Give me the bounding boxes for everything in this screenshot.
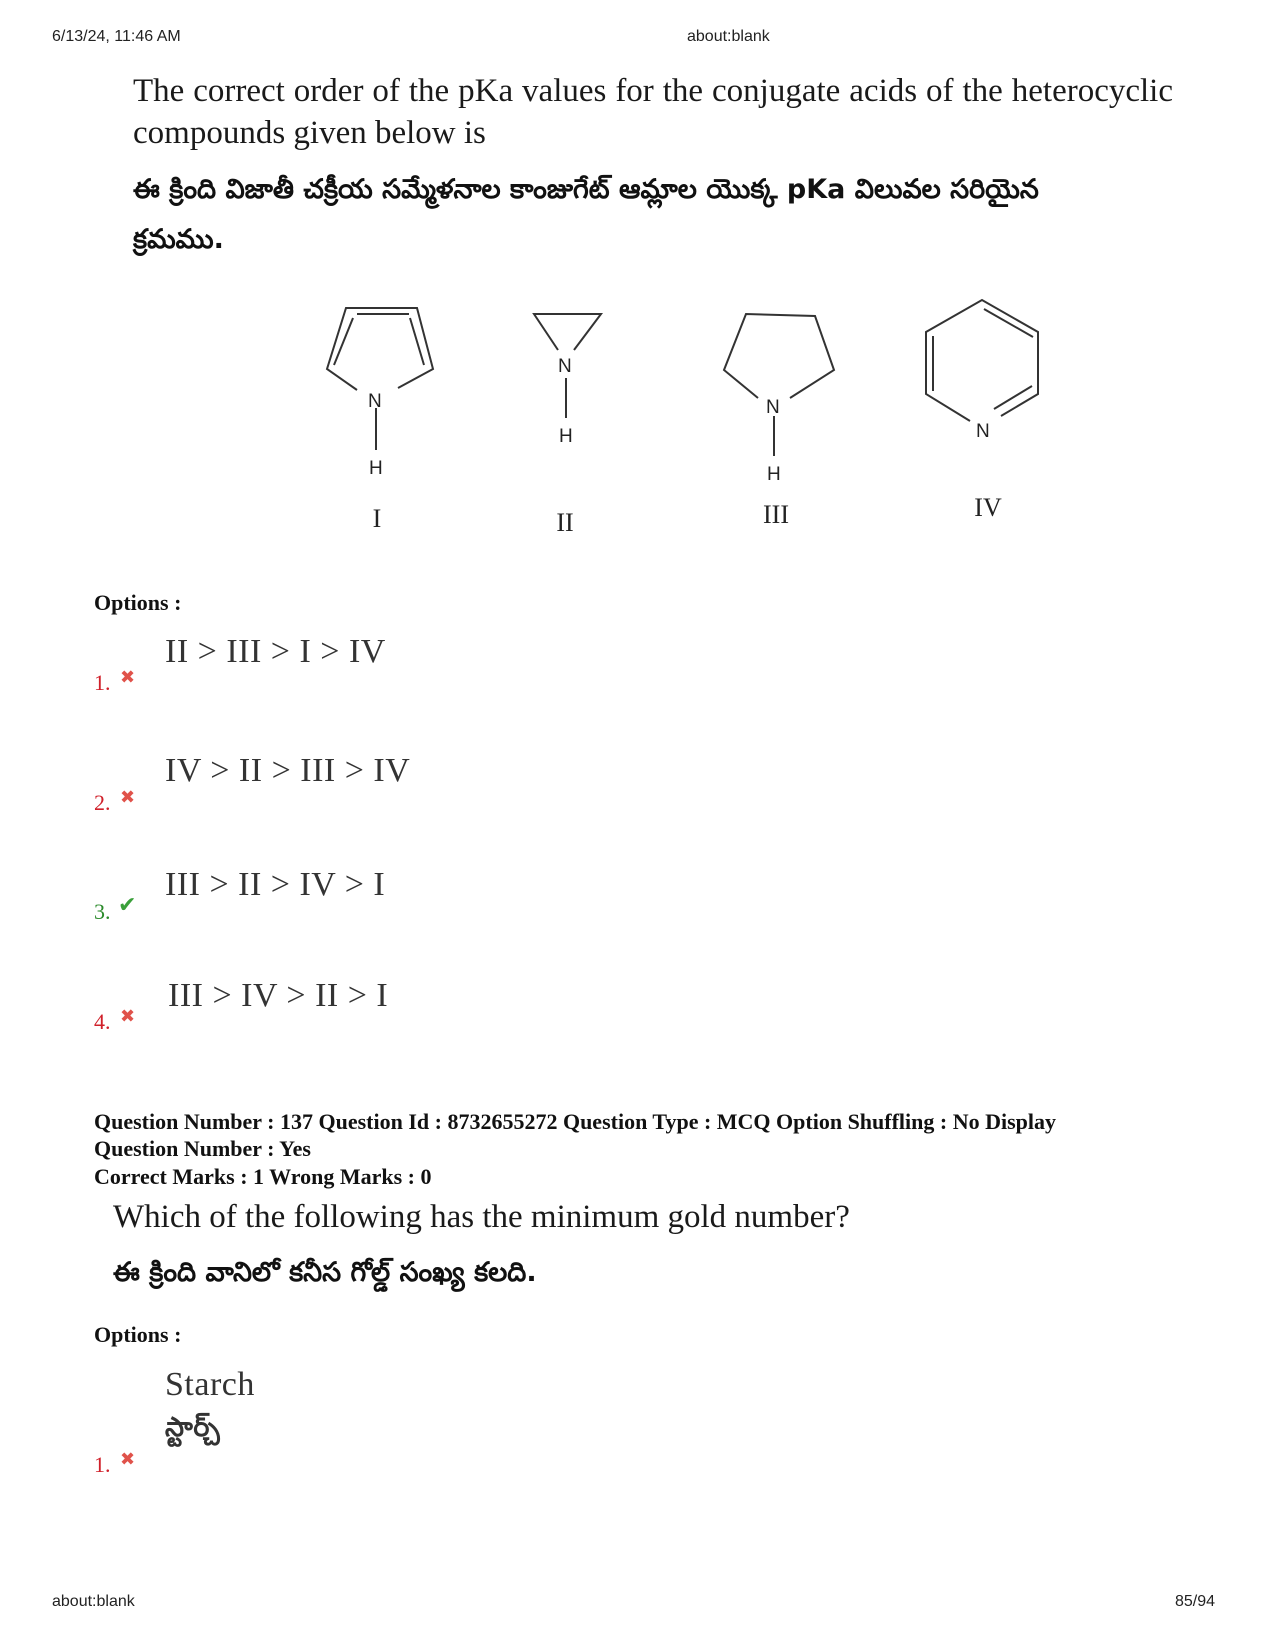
option-2-text: IV > II > III > IV <box>165 752 411 789</box>
footer-url: about:blank <box>52 1593 135 1610</box>
structure-label-2: II <box>556 508 574 537</box>
q2-option-1-text-english: Starch <box>165 1366 255 1403</box>
option-1-number: 1. <box>94 670 111 695</box>
option-1-text: II > III > I > IV <box>165 633 386 670</box>
wrong-icon: ✖ <box>120 1006 136 1027</box>
option-3-number: 3. <box>94 899 111 924</box>
option-3-text: III > II > IV > I <box>165 866 386 903</box>
question-marks: Correct Marks : 1 Wrong Marks : 0 <box>94 1164 432 1189</box>
question-meta-line1: Question Number : 137 Question Id : 8732655272 Question Type : MCQ Option Shuffling : No Display <box>94 1109 1057 1134</box>
options-label-2: Options : <box>94 1322 182 1347</box>
wrong-icon: ✖ <box>120 1449 136 1470</box>
check-icon: ✔ <box>118 893 137 918</box>
print-datetime: 6/13/24, 11:46 AM <box>52 28 181 45</box>
page-number: 85/94 <box>1175 1593 1216 1610</box>
question-meta <box>94 1108 1194 1162</box>
q2-option-1-number: 1. <box>94 1452 111 1477</box>
option-4-text: III > IV > II > I <box>168 977 389 1014</box>
options-label: Options : <box>94 590 182 615</box>
structure-label-1: I <box>372 504 382 533</box>
atom-n-3: N <box>766 397 780 418</box>
atom-n-4: N <box>976 421 990 442</box>
question-text-telugu-line2: క్రమము. <box>133 224 224 255</box>
atom-h-2: H <box>559 426 573 447</box>
question-text-telugu-line1: ఈ క్రింది విజాతీ చక్రీయ సమ్మేళనాల కాంజుగేట్ ఆమ్లాల యొక్క pKa విలువల సరియైన <box>133 174 1039 205</box>
atom-h-1: H <box>369 458 383 479</box>
question2-text-telugu: ఈ క్రింది వానిలో కనీస గోల్డ్ సంఖ్య కలది. <box>113 1257 537 1288</box>
atom-h-3: H <box>767 464 781 485</box>
wrong-icon: ✖ <box>120 667 136 688</box>
question-text-english: The correct order of the pKa values for the conjugate acids of the heterocyclic compounds given below is <box>133 73 1173 151</box>
question-text-telugu <box>133 165 1173 265</box>
print-url: about:blank <box>687 28 770 45</box>
option-2-number: 2. <box>94 790 111 815</box>
option-4-number: 4. <box>94 1009 111 1034</box>
structure-label-3: III <box>763 500 789 529</box>
atom-n-2: N <box>558 356 572 377</box>
question2-text-english: Which of the following has the minimum gold number? <box>113 1199 850 1235</box>
heterocycle-structures <box>0 290 1275 550</box>
q2-option-1-text-telugu: స్టార్చ్ <box>165 1412 221 1443</box>
wrong-icon: ✖ <box>120 787 136 808</box>
atom-n-1: N <box>368 391 382 412</box>
structure-label-4: IV <box>974 493 1002 522</box>
question-meta-line2: Question Number : Yes <box>94 1136 311 1161</box>
